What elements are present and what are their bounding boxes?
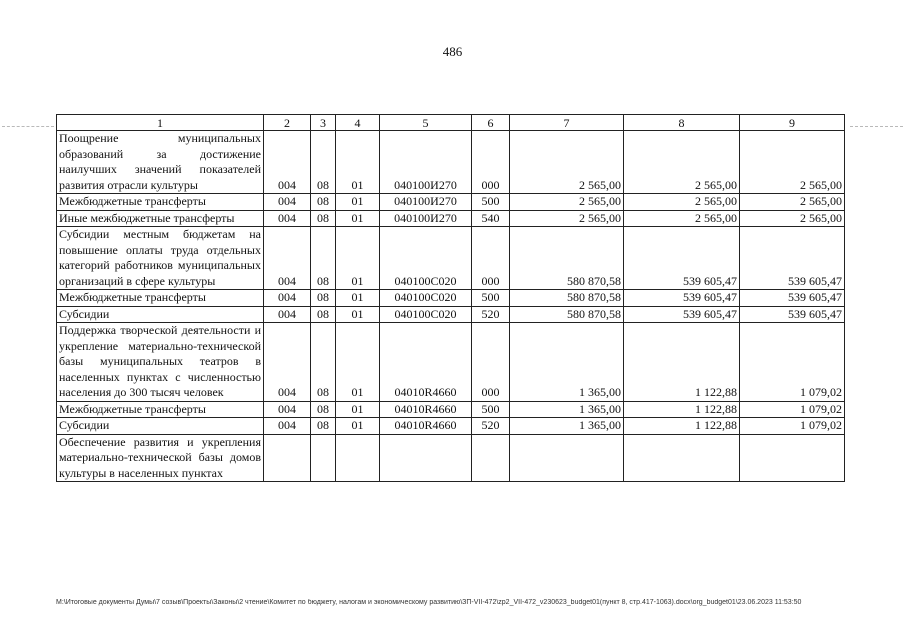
expense-name-cell: Обеспечение развития и укрепления материально-технической базы домов культуры в населенных пунктах	[57, 434, 264, 482]
expense-type-cell: 000	[472, 131, 510, 194]
table-row	[57, 227, 845, 290]
column-header: 5	[380, 115, 472, 131]
subsection-cell: 01	[336, 306, 380, 323]
section-cell: 08	[311, 210, 336, 227]
amount-year2-cell: 2 565,00	[624, 194, 740, 211]
expense-type-cell: 540	[472, 210, 510, 227]
amount-year1-cell: 1 365,00	[510, 418, 624, 435]
expense-name-cell: Субсидии местным бюджетам на повышение оплаты труда отдельных категорий работников муниципальных организаций в сфере культуры	[57, 227, 264, 290]
amount-year2-cell: 1 122,88	[624, 323, 740, 402]
expense-type-cell: 500	[472, 194, 510, 211]
amount-year1-cell: 1 365,00	[510, 401, 624, 418]
amount-year1-cell: 2 565,00	[510, 194, 624, 211]
amount-year3-cell: 539 605,47	[740, 306, 845, 323]
gov-admin-code-cell: 004	[264, 194, 311, 211]
expense-type-cell: 520	[472, 306, 510, 323]
amount-year3-cell: 2 565,00	[740, 194, 845, 211]
expense-type-cell: 000	[472, 227, 510, 290]
page-number: 486	[442, 44, 463, 59]
expense-type-cell: 500	[472, 401, 510, 418]
amount-year1-cell: 2 565,00	[510, 131, 624, 194]
table-row	[57, 418, 845, 435]
amount-year1-cell: 1 365,00	[510, 323, 624, 402]
section-cell: 08	[311, 227, 336, 290]
subsection-cell: 01	[336, 418, 380, 435]
subsection-cell: 01	[336, 323, 380, 402]
expense-type-cell: 520	[472, 418, 510, 435]
section-cell: 08	[311, 290, 336, 307]
gov-admin-code-cell: 004	[264, 290, 311, 307]
column-header: 6	[472, 115, 510, 131]
target-article-cell: 040100И270	[380, 194, 472, 211]
target-article-cell: 040100С020	[380, 227, 472, 290]
section-cell	[311, 434, 336, 482]
target-article-cell: 04010R4660	[380, 323, 472, 402]
section-cell: 08	[311, 194, 336, 211]
gov-admin-code-cell: 004	[264, 418, 311, 435]
amount-year2-cell: 1 122,88	[624, 401, 740, 418]
amount-year1-cell: 580 870,58	[510, 306, 624, 323]
gov-admin-code-cell: 004	[264, 323, 311, 402]
amount-year3-cell: 539 605,47	[740, 227, 845, 290]
table-row	[57, 290, 845, 307]
amount-year2-cell	[624, 434, 740, 482]
amount-year3-cell: 1 079,02	[740, 323, 845, 402]
target-article-cell	[380, 434, 472, 482]
amount-year3-cell: 539 605,47	[740, 290, 845, 307]
amount-year1-cell: 580 870,58	[510, 227, 624, 290]
expense-name-cell: Поощрение муниципальных образований за достижение наилучших значений показателей развития отрасли культуры	[57, 131, 264, 194]
target-article-cell: 04010R4660	[380, 401, 472, 418]
section-cell: 08	[311, 131, 336, 194]
target-article-cell: 04010R4660	[380, 418, 472, 435]
section-cell: 08	[311, 323, 336, 402]
target-article-cell: 040100С020	[380, 290, 472, 307]
amount-year1-cell	[510, 434, 624, 482]
amount-year3-cell: 2 565,00	[740, 131, 845, 194]
expense-name-cell: Межбюджетные трансферты	[57, 194, 264, 211]
subsection-cell: 01	[336, 290, 380, 307]
column-number-row	[57, 115, 845, 131]
expense-name-cell: Межбюджетные трансферты	[57, 401, 264, 418]
gov-admin-code-cell	[264, 434, 311, 482]
gov-admin-code-cell: 004	[264, 131, 311, 194]
amount-year2-cell: 1 122,88	[624, 418, 740, 435]
subsection-cell: 01	[336, 227, 380, 290]
table-row	[57, 401, 845, 418]
margin-dashed-line	[850, 126, 903, 127]
column-header: 8	[624, 115, 740, 131]
amount-year1-cell: 2 565,00	[510, 210, 624, 227]
column-header: 7	[510, 115, 624, 131]
section-cell: 08	[311, 418, 336, 435]
table-row	[57, 131, 845, 194]
table-row	[57, 194, 845, 211]
subsection-cell: 01	[336, 401, 380, 418]
document-path-footer: M:\Итоговые документы Думы\7 созыв\Проекты\Законы\2 чтение\Комитет по бюджету, налогам и экономическому развитию\ЗП-VII-472\zp2_VII-472_v230623_budget01(пункт 8, стр.417-1063).docx\org_budget01\23.06.2023 11:53:50	[56, 599, 802, 606]
expense-type-cell	[472, 434, 510, 482]
table-row	[57, 210, 845, 227]
gov-admin-code-cell: 004	[264, 227, 311, 290]
table-row	[57, 434, 845, 482]
gov-admin-code-cell: 004	[264, 210, 311, 227]
section-cell: 08	[311, 306, 336, 323]
amount-year3-cell	[740, 434, 845, 482]
subsection-cell: 01	[336, 131, 380, 194]
amount-year2-cell: 539 605,47	[624, 227, 740, 290]
gov-admin-code-cell: 004	[264, 306, 311, 323]
amount-year2-cell: 539 605,47	[624, 290, 740, 307]
amount-year2-cell: 2 565,00	[624, 131, 740, 194]
expense-type-cell: 000	[472, 323, 510, 402]
section-cell: 08	[311, 401, 336, 418]
amount-year1-cell: 580 870,58	[510, 290, 624, 307]
column-header: 3	[311, 115, 336, 131]
expense-name-cell: Субсидии	[57, 306, 264, 323]
expense-name-cell: Межбюджетные трансферты	[57, 290, 264, 307]
subsection-cell: 01	[336, 210, 380, 227]
subsection-cell	[336, 434, 380, 482]
amount-year3-cell: 1 079,02	[740, 418, 845, 435]
column-header: 9	[740, 115, 845, 131]
amount-year2-cell: 539 605,47	[624, 306, 740, 323]
budget-table	[56, 114, 845, 482]
column-header: 2	[264, 115, 311, 131]
expense-name-cell: Поддержка творческой деятельности и укрепление материально-технической базы муниципальных театров в населенных пунктах с численностью населения до 300 тысяч человек	[57, 323, 264, 402]
table-row	[57, 323, 845, 402]
column-header: 1	[57, 115, 264, 131]
gov-admin-code-cell: 004	[264, 401, 311, 418]
margin-dashed-line	[2, 126, 54, 127]
column-header: 4	[336, 115, 380, 131]
target-article-cell: 040100И270	[380, 210, 472, 227]
expense-name-cell: Иные межбюджетные трансферты	[57, 210, 264, 227]
amount-year3-cell: 2 565,00	[740, 210, 845, 227]
subsection-cell: 01	[336, 194, 380, 211]
table-row	[57, 306, 845, 323]
target-article-cell: 040100И270	[380, 131, 472, 194]
expense-type-cell: 500	[472, 290, 510, 307]
expense-name-cell: Субсидии	[57, 418, 264, 435]
target-article-cell: 040100С020	[380, 306, 472, 323]
amount-year3-cell: 1 079,02	[740, 401, 845, 418]
amount-year2-cell: 2 565,00	[624, 210, 740, 227]
